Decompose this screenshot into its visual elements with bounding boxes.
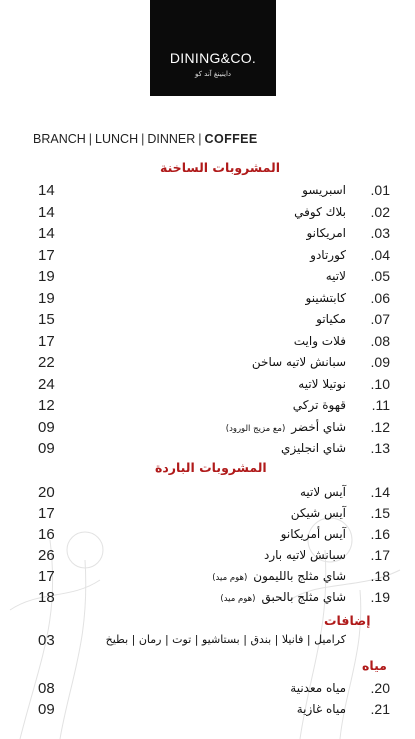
item-title: آيس شيكن bbox=[290, 506, 346, 520]
item-price: 15 bbox=[38, 311, 55, 328]
item-title: شاي مثلج بالليمون bbox=[253, 569, 346, 583]
menu-tabs bbox=[33, 132, 258, 146]
item-name bbox=[293, 398, 346, 412]
item-name bbox=[306, 291, 346, 305]
item-name bbox=[252, 355, 346, 369]
item-name bbox=[310, 248, 346, 262]
item-name bbox=[226, 420, 346, 434]
item-note: (هوم ميد) bbox=[220, 594, 256, 604]
item-title: سبانش لاتيه بارد bbox=[264, 548, 346, 562]
item-name bbox=[316, 312, 346, 326]
item-number: .20 bbox=[370, 680, 390, 696]
item-price: 16 bbox=[38, 526, 55, 543]
tab-lunch[interactable]: LUNCH bbox=[95, 132, 139, 146]
menu-item-row bbox=[30, 397, 390, 417]
extras-list: كراميل | فانيلا | بندق | بستاشيو | توت | رمان | بطيخ bbox=[105, 633, 346, 646]
menu-item-row bbox=[30, 268, 390, 288]
menu-item-row bbox=[30, 526, 390, 546]
item-number: .05 bbox=[370, 268, 390, 284]
item-number: .06 bbox=[370, 289, 390, 306]
menu-item-row bbox=[30, 484, 390, 504]
item-title: مياه معدنية bbox=[290, 681, 346, 695]
item-number: .18 bbox=[370, 568, 390, 584]
menu-item-row bbox=[30, 701, 390, 721]
item-name bbox=[281, 441, 346, 455]
item-price: 24 bbox=[38, 375, 55, 393]
item-number: .09 bbox=[370, 354, 390, 370]
item-number: .11 bbox=[371, 397, 390, 413]
item-price: 19 bbox=[38, 289, 55, 307]
item-price: 17 bbox=[38, 568, 55, 585]
item-title: كابتشينو bbox=[305, 290, 346, 305]
item-number: .01 bbox=[370, 182, 390, 198]
menu-item-row bbox=[30, 225, 390, 245]
item-title: مكياتو bbox=[316, 312, 346, 326]
item-price: 08 bbox=[38, 680, 55, 697]
item-name bbox=[294, 334, 346, 348]
item-title: بلاك كوفي bbox=[294, 204, 346, 219]
item-title: نوتيلا لاتيه bbox=[298, 376, 346, 391]
item-price: 26 bbox=[38, 547, 55, 564]
menu-item-row bbox=[30, 311, 390, 331]
brand-logo bbox=[150, 0, 276, 96]
item-number: .03 bbox=[370, 225, 390, 241]
menu-item-row bbox=[30, 589, 390, 609]
item-title: آيس لاتيه bbox=[299, 485, 346, 499]
item-title: مياه غازية bbox=[296, 702, 346, 716]
brand-name: DINING&CO. bbox=[169, 50, 257, 66]
item-price: 12 bbox=[38, 397, 55, 414]
item-price: 18 bbox=[38, 589, 55, 606]
section-hot-drinks: المشروبات الساخنة bbox=[160, 160, 281, 175]
item-number: .13 bbox=[370, 440, 390, 456]
item-price: 17 bbox=[38, 246, 55, 264]
section-water: مياه bbox=[362, 658, 387, 673]
menu-item-row bbox=[30, 376, 390, 396]
item-price: 09 bbox=[38, 418, 55, 436]
item-note: (مع مزيج الورود) bbox=[225, 423, 286, 434]
item-number: .10 bbox=[370, 375, 390, 392]
item-name bbox=[306, 226, 346, 240]
item-title: امريكانو bbox=[306, 226, 346, 240]
item-name bbox=[298, 377, 346, 391]
item-name bbox=[294, 205, 346, 219]
menu-item-row bbox=[30, 247, 390, 267]
tab-branch[interactable]: BRANCH bbox=[33, 132, 86, 146]
item-name bbox=[302, 183, 346, 197]
item-price: 17 bbox=[38, 332, 55, 350]
menu-item-row bbox=[30, 204, 390, 224]
extras-price: 03 bbox=[38, 632, 55, 649]
item-title: شاي مثلج بالحبق bbox=[261, 590, 346, 604]
item-price: 14 bbox=[38, 225, 55, 242]
menu-item-row bbox=[30, 333, 390, 353]
menu-item-row bbox=[30, 680, 390, 700]
item-title: شاي انجليزي bbox=[281, 441, 346, 455]
item-name bbox=[220, 590, 346, 604]
item-title: اسبريسو bbox=[302, 183, 346, 197]
item-title: سبانش لاتيه ساخن bbox=[251, 355, 346, 369]
item-price: 20 bbox=[38, 484, 55, 501]
menu-item-row bbox=[30, 354, 390, 374]
tab-coffee[interactable]: COFFEE bbox=[204, 132, 258, 146]
item-title: لاتيه bbox=[325, 269, 346, 283]
extras-row bbox=[30, 632, 390, 652]
item-price: 22 bbox=[38, 354, 55, 371]
item-title: فلات وايت bbox=[293, 333, 346, 348]
item-title: آيس أمريكانو bbox=[280, 527, 346, 541]
menu-item-row bbox=[30, 547, 390, 567]
item-title: كورتادو bbox=[310, 247, 346, 262]
item-note: (هوم ميد) bbox=[212, 573, 248, 583]
section-cold-drinks: المشروبات الباردة bbox=[155, 460, 267, 475]
item-number: .17 bbox=[370, 547, 390, 563]
item-price: 14 bbox=[38, 182, 55, 199]
item-number: .08 bbox=[370, 332, 390, 349]
item-name bbox=[264, 548, 346, 562]
menu-item-row bbox=[30, 568, 390, 588]
item-number: .12 bbox=[370, 418, 390, 435]
item-name bbox=[300, 485, 346, 499]
item-title: قهوة تركي bbox=[292, 398, 346, 412]
menu-item-row bbox=[30, 440, 390, 460]
item-price: 09 bbox=[38, 701, 55, 718]
item-number: .19 bbox=[370, 589, 390, 605]
item-name bbox=[326, 269, 346, 283]
item-number: .07 bbox=[370, 311, 390, 327]
item-price: 14 bbox=[38, 203, 55, 221]
item-number: .14 bbox=[370, 484, 390, 500]
item-price: 09 bbox=[38, 440, 55, 457]
menu-item-row bbox=[30, 419, 390, 439]
tab-separator: | bbox=[198, 132, 202, 146]
tab-separator: | bbox=[141, 132, 145, 146]
item-name bbox=[290, 681, 346, 695]
item-number: .04 bbox=[370, 246, 390, 263]
item-name bbox=[281, 527, 346, 541]
section-extras: إضافات bbox=[324, 613, 371, 628]
item-number: .15 bbox=[370, 505, 390, 521]
tab-dinner[interactable]: DINNER bbox=[147, 132, 196, 146]
brand-name-arabic: داينينغ آند كو bbox=[194, 70, 232, 78]
item-title: شاي أخضر bbox=[291, 419, 346, 434]
item-number: .02 bbox=[370, 203, 390, 220]
item-name bbox=[212, 569, 346, 583]
menu-item-row bbox=[30, 182, 390, 202]
item-name bbox=[291, 506, 346, 520]
tab-separator: | bbox=[88, 132, 93, 146]
item-number: .16 bbox=[370, 526, 390, 542]
item-price: 19 bbox=[38, 268, 55, 285]
item-number: .21 bbox=[370, 701, 390, 717]
item-name bbox=[297, 702, 346, 716]
menu-item-row bbox=[30, 505, 390, 525]
menu-item-row bbox=[30, 290, 390, 310]
item-price: 17 bbox=[38, 505, 55, 522]
